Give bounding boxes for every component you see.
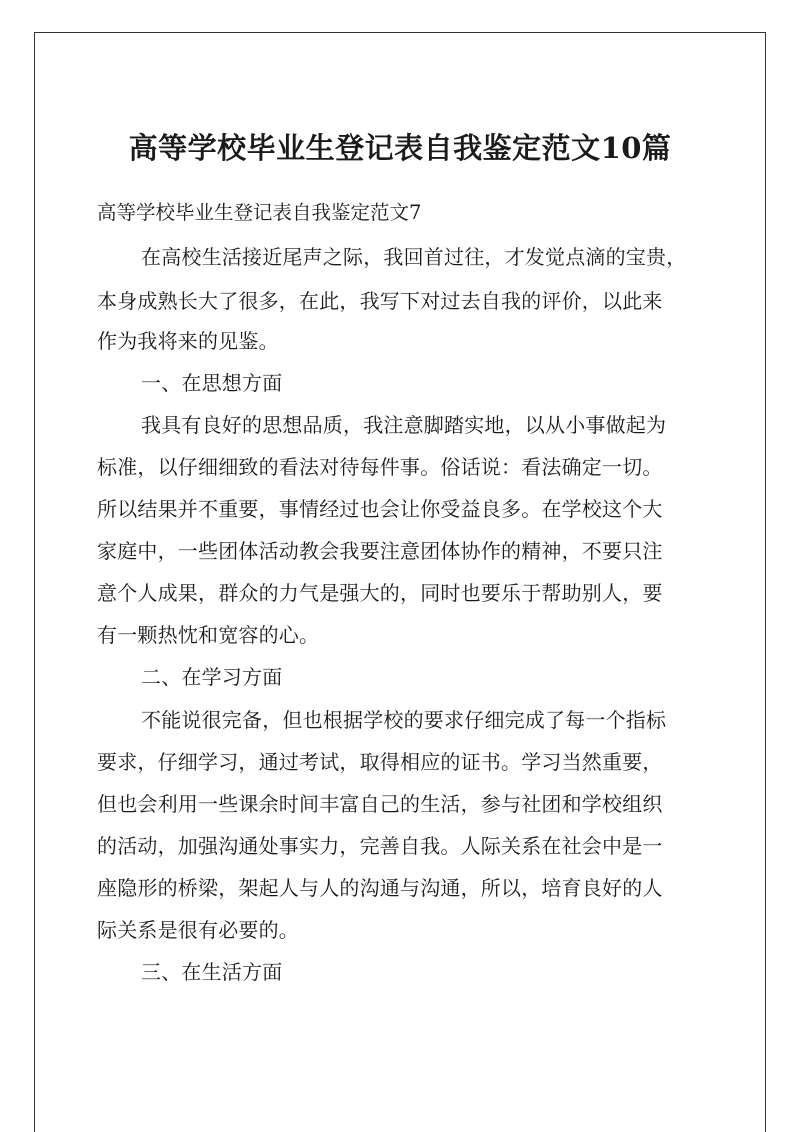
paragraph-line: 作为我将来的见鉴。 [97,329,279,353]
paragraph-line: 的活动，加强沟通处事实力，完善自我。人际关系在社会中是一 [97,834,663,858]
paragraph-line: 但也会利用一些课余时间丰富自己的生活，参与社团和学校组织 [97,792,663,816]
paragraph-line: 意个人成果，群众的力气是强大的，同时也要乐于帮助别人，要 [97,581,663,605]
paragraph-line: 际关系是很有必要的。 [97,918,299,942]
paragraph-line: 要求，仔细学习，通过考试，取得相应的证书。学习当然重要， [97,750,663,774]
paragraph-line: 家庭中，一些团体活动教会我要注意团体协作的精神，不要只注 [97,539,663,563]
paragraph-line: 所以结果并不重要，事情经过也会让你受益良多。在学校这个大 [97,497,663,521]
paragraph-line: 我具有良好的思想品质，我注意脚踏实地，以从小事做起为 [141,413,667,437]
paragraph-line: 本身成熟长大了很多，在此，我写下对过去自我的评价，以此来 [97,289,663,313]
paragraph-line: 标准，以仔细细致的看法对待每件事。俗话说：看法确定一切。 [97,455,663,479]
section-heading-life: 三、在生活方面 [141,960,283,984]
paragraph-line: 不能说很完备，但也根据学校的要求仔细完成了每一个指标 [141,708,667,732]
section-heading-thought: 一、在思想方面 [141,371,283,395]
paragraph-line: 在高校生活接近尾声之际，我回首过往，才发觉点滴的宝贵， [141,245,687,269]
document-title: 高等学校毕业生登记表自我鉴定范文10篇 [128,131,672,165]
document-subtitle: 高等学校毕业生登记表自我鉴定范文7 [97,201,422,224]
section-heading-study: 二、在学习方面 [141,665,283,689]
paragraph-line: 座隐形的桥梁，架起人与人的沟通与沟通，所以，培育良好的人 [97,876,663,900]
paragraph-line: 有一颗热忱和宽容的心。 [97,623,320,647]
